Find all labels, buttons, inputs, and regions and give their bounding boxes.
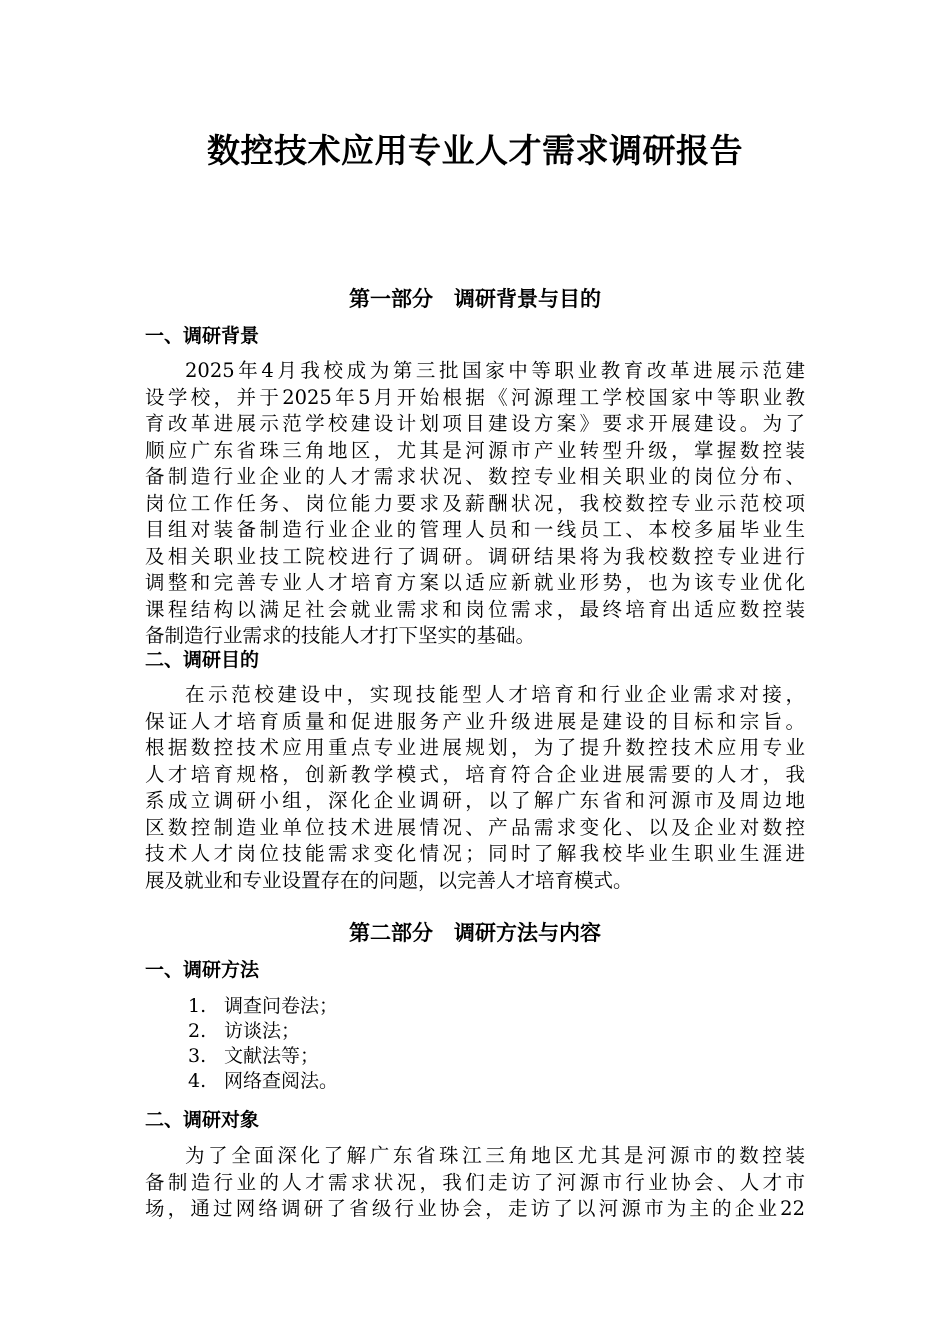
- list-item-number: 3.: [188, 1045, 207, 1067]
- paragraph-line: 岗位工作任务、岗位能力要求及薪酬状况，我校数控专业示范校项: [145, 491, 805, 515]
- paragraph-line: 保证人才培育质量和促进服务产业升级进展是建设的目标和宗旨。: [145, 709, 805, 733]
- list-item: [188, 1069, 338, 1094]
- paragraph-line: 2025年4月我校成为第三批国家中等职业教育改革进展示范建: [185, 359, 805, 382]
- list-item-number: 2.: [188, 1020, 207, 1042]
- paragraph-line: 备制造行业企业的人才需求状况、数控专业相关职业的岗位分布、: [145, 465, 805, 488]
- list-item: [188, 1019, 338, 1044]
- list-item-text: 文献法等；: [224, 1045, 320, 1067]
- part-one-heading: 第一部分 调研背景与目的: [349, 286, 601, 311]
- paragraph-line: 人才培育规格，创新教学模式，培育符合企业进展需要的人才，我: [145, 762, 805, 786]
- document-title: 数控技术应用专业人才需求调研报告: [207, 131, 743, 170]
- list-item-text: 调查问卷法；: [224, 995, 339, 1017]
- paragraph-line: 备制造行业的人才需求状况，我们走访了河源市行业协会、人才市: [145, 1170, 805, 1194]
- paragraph-line: 调整和完善专业人才培育方案以适应新就业形势，也为该专业优化: [145, 571, 805, 594]
- paragraph-line: 在示范校建设中，实现技能型人才培育和行业企业需求对接，: [185, 683, 805, 706]
- paragraph-line: 育改革进展示范学校建设计划项目建设方案》要求开展建设。为了: [145, 412, 805, 435]
- list-item-text: 网络查阅法。: [224, 1070, 339, 1092]
- paragraph-line: 系成立调研小组，深化企业调研，以了解广东省和河源市及周边地: [145, 789, 805, 812]
- paragraph-line: 备制造行业需求的技能人才打下坚实的基础。: [145, 624, 536, 647]
- paragraph-line: 目组对装备制造行业企业的管理人员和一线员工、本校多届毕业生: [145, 518, 805, 541]
- list-item: [188, 1044, 338, 1069]
- list-item-number: 1.: [188, 995, 207, 1017]
- background-paragraph: [145, 358, 805, 650]
- paragraph-line: 区数控制造业单位技术进展情况、产品需求变化、以及企业对数控: [145, 815, 805, 839]
- paragraph-line: 设学校，并于2025年5月开始根据《河源理工学校国家中等职业教: [145, 385, 805, 409]
- paragraph-line: 技术人才岗位技能需求变化情况；同时了解我校毕业生职业生涯进: [145, 842, 805, 865]
- subjects-paragraph: [145, 1143, 805, 1223]
- section-subjects-heading: 二、调研对象: [145, 1109, 260, 1131]
- paragraph-line: 场，通过网络调研了省级行业协会，走访了以河源市为主的企业22: [145, 1197, 805, 1220]
- paragraph-line: 为了全面深化了解广东省珠江三角地区尤其是河源市的数控装: [185, 1144, 805, 1167]
- section-purpose-heading: 二、调研目的: [145, 649, 260, 671]
- paragraph-line: 根据数控技术应用重点专业进展规划，为了提升数控技术应用专业: [145, 736, 805, 759]
- list-item: [188, 994, 338, 1019]
- paragraph-line: 展及就业和专业设置存在的问题，以完善人才培育模式。: [145, 868, 633, 892]
- section-methods-heading: 一、调研方法: [145, 959, 260, 981]
- section-background-heading: 一、调研背景: [145, 325, 260, 347]
- part-two-heading: 第二部分 调研方法与内容: [349, 920, 601, 945]
- paragraph-line: 顺应广东省珠三角地区，尤其是河源市产业转型升级，掌握数控装: [145, 438, 805, 462]
- purpose-paragraph: [145, 682, 805, 894]
- paragraph-line: 课程结构以满足社会就业需求和岗位需求，最终培育出适应数控装: [145, 597, 805, 621]
- list-item-text: 访谈法；: [224, 1020, 301, 1042]
- list-item-number: 4.: [188, 1070, 207, 1092]
- paragraph-line: 及相关职业技工院校进行了调研。调研结果将为我校数控专业进行: [145, 544, 805, 568]
- methods-list: [188, 994, 338, 1094]
